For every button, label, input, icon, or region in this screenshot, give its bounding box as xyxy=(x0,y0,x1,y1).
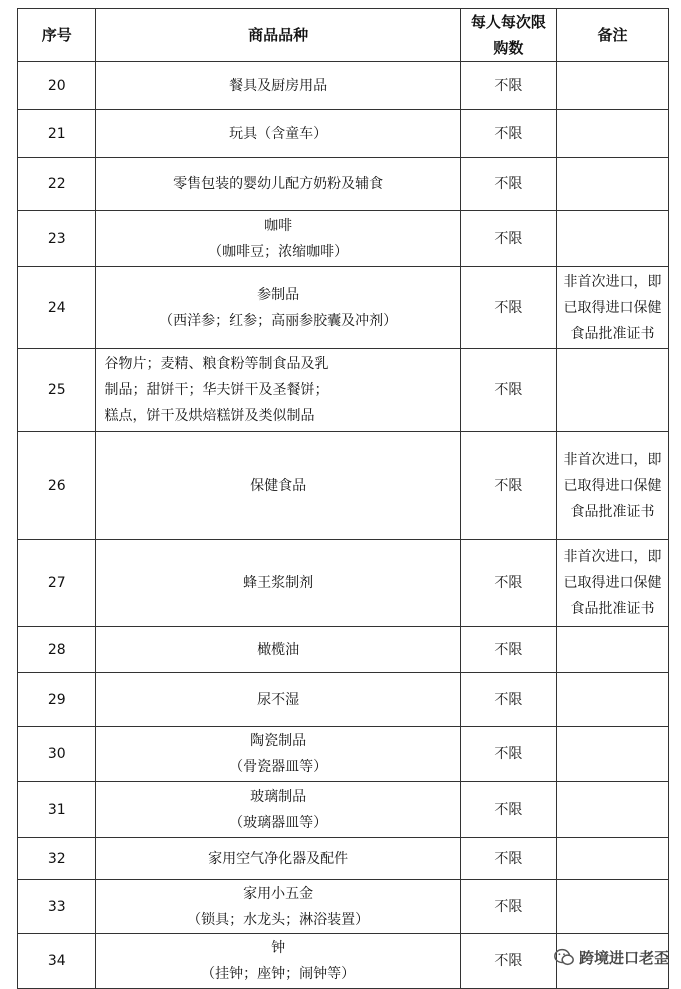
cell-limit: 不限 xyxy=(460,158,556,211)
table-row xyxy=(18,211,669,267)
cell-no: 31 xyxy=(18,782,96,838)
cell-limit: 不限 xyxy=(460,727,556,782)
cell-limit: 不限 xyxy=(460,349,556,432)
note-line: 非首次进口，即 xyxy=(563,451,662,468)
cell-name xyxy=(96,211,460,267)
cell-name xyxy=(96,838,460,880)
name-line: （玻璃器皿等） xyxy=(229,814,328,831)
name-line: 蜂王浆制剂 xyxy=(243,575,314,591)
name-line: （咖啡豆；浓缩咖啡） xyxy=(208,243,349,260)
cell-note xyxy=(556,349,668,432)
cell-note xyxy=(556,158,668,211)
cell-no: 33 xyxy=(18,880,96,934)
cell-no: 26 xyxy=(18,432,96,540)
cell-note xyxy=(556,673,668,727)
cell-note xyxy=(556,110,668,158)
name-line: （挂钟；座钟；闹钟等） xyxy=(201,966,356,982)
name-line: （锁具；水龙头；淋浴装置） xyxy=(187,911,370,928)
name-line: 玻璃制品 xyxy=(250,788,307,805)
note-line: 非首次进口，即 xyxy=(563,549,662,565)
cell-name xyxy=(96,627,460,673)
name-line: 尿不湿 xyxy=(257,691,300,708)
cell-name xyxy=(96,727,460,782)
cell-name xyxy=(96,62,460,110)
cell-no: 27 xyxy=(18,540,96,627)
table-row xyxy=(18,540,669,627)
table-row xyxy=(18,880,669,934)
cell-note xyxy=(556,540,668,627)
cell-limit: 不限 xyxy=(460,782,556,838)
name-line: （骨瓷器皿等） xyxy=(229,759,328,775)
cell-limit: 不限 xyxy=(460,267,556,349)
table-row xyxy=(18,838,669,880)
name-line: 参制品 xyxy=(257,286,300,303)
note-line: 食品批准证书 xyxy=(570,325,655,342)
name-line: 保健食品 xyxy=(250,477,307,494)
cell-note xyxy=(556,62,668,110)
table-row xyxy=(18,110,669,158)
note-line: 食品批准证书 xyxy=(570,601,655,617)
cell-note xyxy=(556,838,668,880)
cell-name xyxy=(96,110,460,158)
name-line: （西洋参；红参；高丽参胶囊及冲剂） xyxy=(159,312,398,329)
cell-name xyxy=(96,158,460,211)
cell-no: 25 xyxy=(18,349,96,432)
cell-name xyxy=(96,782,460,838)
cell-note xyxy=(556,880,668,934)
cell-name xyxy=(96,540,460,627)
cell-limit: 不限 xyxy=(460,673,556,727)
cell-limit: 不限 xyxy=(460,934,556,989)
chat-bubble-icon xyxy=(553,946,575,968)
watermark xyxy=(553,946,669,968)
table-row xyxy=(18,158,669,211)
table-row xyxy=(18,627,669,673)
cell-no: 24 xyxy=(18,267,96,349)
header-no: 序号 xyxy=(18,9,96,62)
cell-no: 28 xyxy=(18,627,96,673)
cell-name xyxy=(96,432,460,540)
header-limit: 每人每次限购数 xyxy=(460,9,556,62)
name-line: 陶瓷制品 xyxy=(250,733,307,749)
cell-note xyxy=(556,782,668,838)
limit-table xyxy=(17,8,669,989)
header-note: 备注 xyxy=(556,9,668,62)
cell-limit: 不限 xyxy=(460,540,556,627)
name-line: 家用小五金 xyxy=(243,885,314,902)
table-row xyxy=(18,432,669,540)
name-line: 谷物片；麦精、粮食粉等制食品及乳 xyxy=(104,356,329,372)
cell-limit: 不限 xyxy=(460,627,556,673)
table-row xyxy=(18,62,669,110)
cell-no: 30 xyxy=(18,727,96,782)
cell-limit: 不限 xyxy=(460,110,556,158)
header-row xyxy=(18,9,669,62)
cell-note xyxy=(556,211,668,267)
table-row xyxy=(18,673,669,727)
note-line: 已取得进口保健 xyxy=(563,299,662,316)
cell-limit: 不限 xyxy=(460,880,556,934)
header-name: 商品品种 xyxy=(96,9,460,62)
cell-name xyxy=(96,349,460,432)
cell-no: 21 xyxy=(18,110,96,158)
note-line: 食品批准证书 xyxy=(570,503,655,520)
table-row xyxy=(18,349,669,432)
name-line: 玩具（含童车） xyxy=(229,125,328,142)
cell-name xyxy=(96,267,460,349)
table-row xyxy=(18,727,669,782)
cell-note xyxy=(556,432,668,540)
table-row xyxy=(18,267,669,349)
cell-note xyxy=(556,627,668,673)
name-line: 家用空气净化器及配件 xyxy=(208,850,349,867)
cell-no: 29 xyxy=(18,673,96,727)
cell-limit: 不限 xyxy=(460,838,556,880)
cell-name xyxy=(96,934,460,989)
cell-no: 23 xyxy=(18,211,96,267)
table-row xyxy=(18,782,669,838)
cell-limit: 不限 xyxy=(460,211,556,267)
cell-name xyxy=(96,673,460,727)
cell-limit: 不限 xyxy=(460,62,556,110)
note-line: 已取得进口保健 xyxy=(563,477,662,494)
name-line: 橄榄油 xyxy=(257,641,300,658)
cell-no: 34 xyxy=(18,934,96,989)
watermark-text: 跨境进口老歪 xyxy=(578,948,669,967)
cell-name xyxy=(96,880,460,934)
cell-no: 20 xyxy=(18,62,96,110)
note-line: 非首次进口，即 xyxy=(563,273,662,290)
name-line: 糕点，饼干及烘焙糕饼及类似制品 xyxy=(104,408,315,424)
name-line: 餐具及厨房用品 xyxy=(229,77,328,94)
cell-no: 22 xyxy=(18,158,96,211)
name-line: 零售包装的婴幼儿配方奶粉及辅食 xyxy=(173,176,384,192)
name-line: 制品；甜饼干；华夫饼干及圣餐饼； xyxy=(104,382,329,398)
cell-note xyxy=(556,727,668,782)
note-line: 已取得进口保健 xyxy=(563,575,662,591)
cell-no: 32 xyxy=(18,838,96,880)
cell-note xyxy=(556,267,668,349)
name-line: 钟 xyxy=(271,940,286,956)
cell-limit: 不限 xyxy=(460,432,556,540)
name-line: 咖啡 xyxy=(264,217,293,234)
